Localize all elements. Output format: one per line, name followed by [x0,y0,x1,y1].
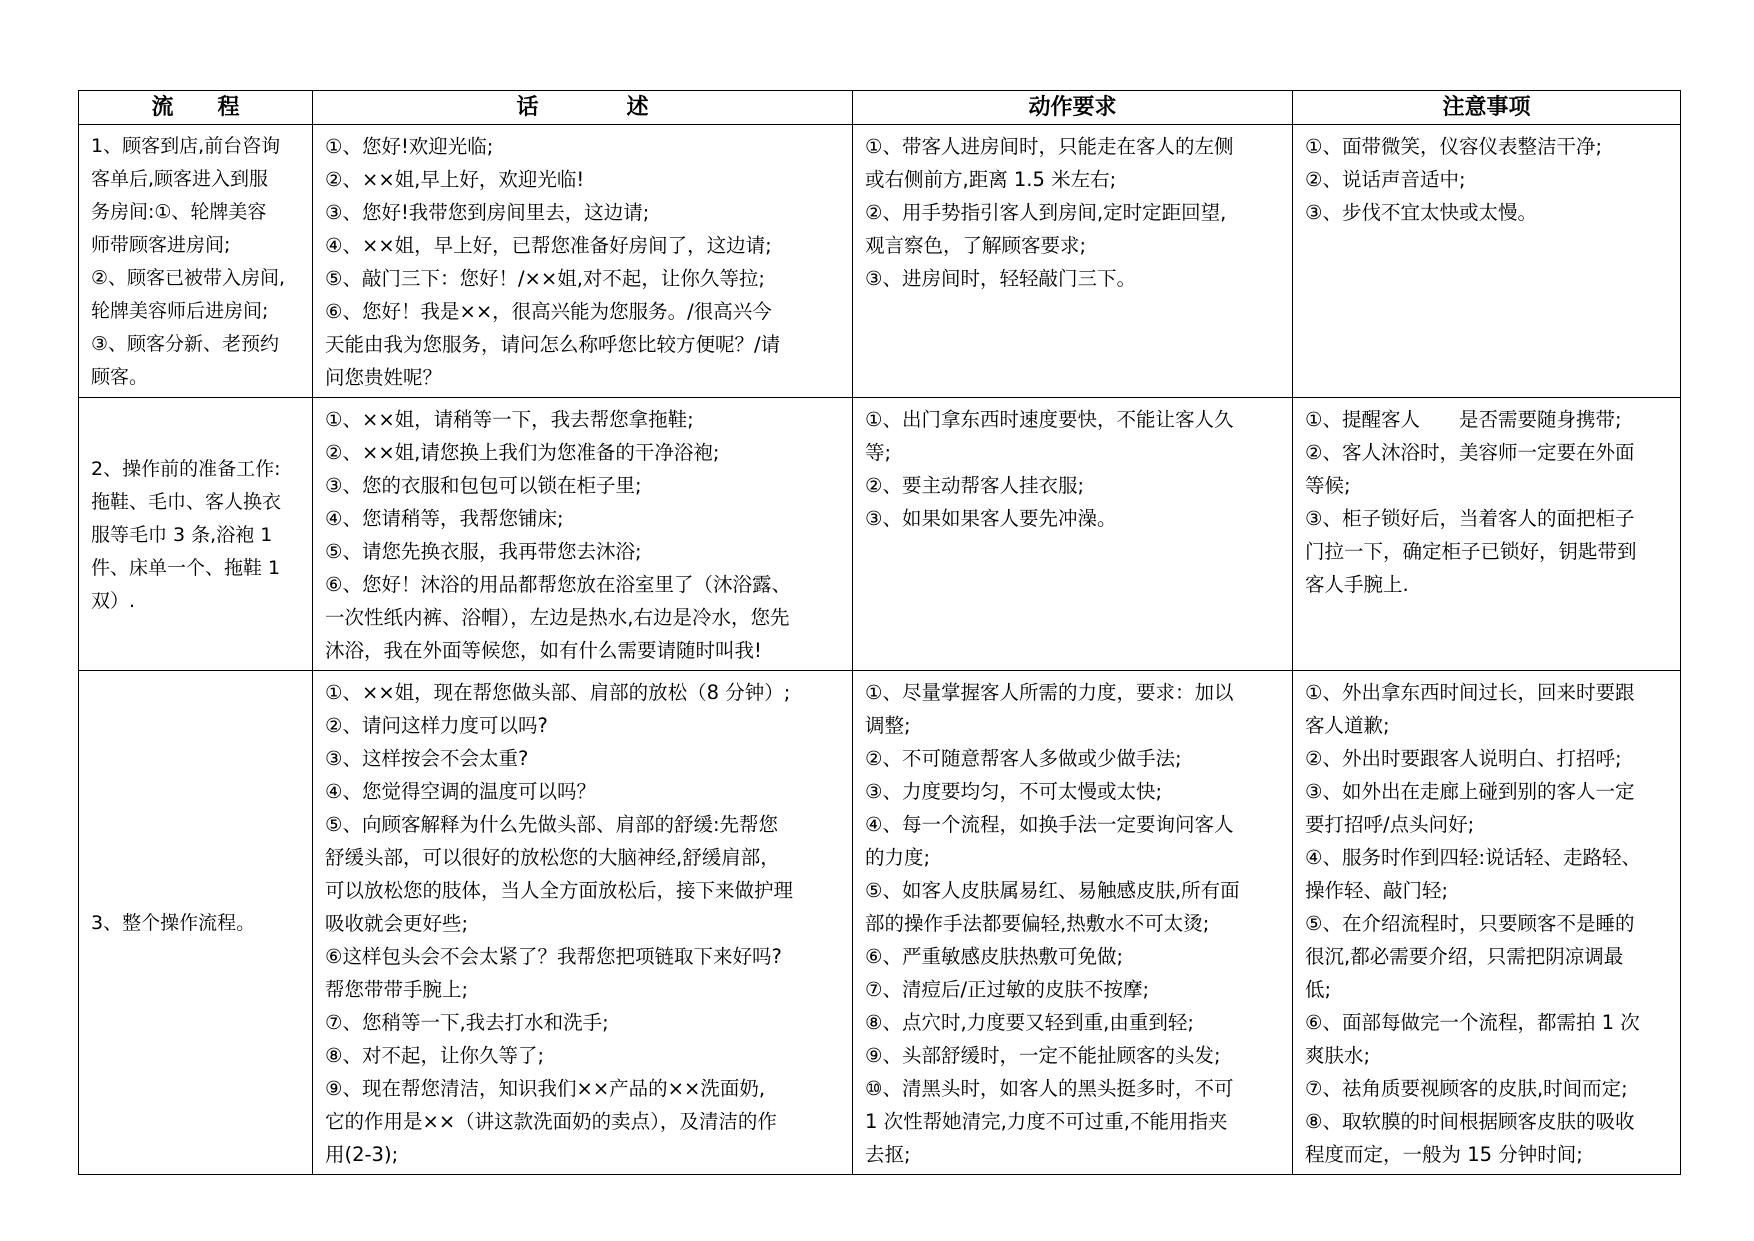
cell-line: ⑨、现在帮您清洁，知识我们××产品的××洗面奶, [325,1077,766,1100]
cell-line: ⑤、向顾客解释为什么先做头部、肩部的舒缓:先帮您 [325,813,779,836]
cell-line: 1 次性帮她清完,力度不可过重,不能用指夹 [865,1110,1228,1133]
table-row [79,125,1681,398]
cell-line: 的力度; [865,846,931,869]
cell-line: 等; [865,441,892,464]
cell-line: 用(2-3); [325,1143,399,1166]
cell-action [853,398,1293,671]
cell-line: ③、进房间时，轻轻敲门三下。 [865,267,1136,290]
cell-notes [1293,671,1681,1175]
cell-line: 观言察色，了解顾客要求; [865,234,1087,257]
cell-line: ②、顾客已被带入房间, [91,267,286,289]
cell-line: 它的作用是××（讲这款洗面奶的卖点），及清洁的作 [325,1110,777,1133]
cell-line: 服等毛巾 3 条,浴袍 1 [91,523,273,546]
cell-process [79,398,313,671]
header-notes [1293,91,1681,125]
cell-line: ①、带客人进房间时，只能走在客人的左侧 [865,135,1234,158]
cell-speech [313,671,853,1175]
cell-notes [1293,398,1681,671]
cell-line: ⑤、在介绍流程时，只要顾客不是睡的 [1305,912,1635,935]
cell-line: 一次性纸内裤、浴帽），左边是热水,右边是冷水，您先 [325,606,790,629]
cell-line: 沐浴，我在外面等候您，如有什么需要请随时叫我! [325,639,762,662]
cell-line: ⑧、点穴时,力度要又轻到重,由重到轻; [865,1011,1194,1034]
cell-line: ②、要主动帮客人挂衣服; [865,474,1085,497]
cell-line: ②、请问这样力度可以吗? [325,714,548,737]
cell-line: 顾客。 [91,366,149,388]
cell-line: 客单后,顾客进入到服 [91,168,269,190]
cell-line: ⑩、清黑头时，如客人的黑头挺多时，不可 [865,1077,1234,1100]
cell-line: 或右侧前方,距离 1.5 米左右; [865,168,1117,191]
cell-line: ④、您请稍等，我帮您铺床; [325,507,564,530]
cell-line: 低; [1305,978,1332,1001]
cell-line: ④、服务时作到四轻:说话轻、走路轻、 [1305,846,1642,869]
cell-line: ③、柜子锁好后，当着客人的面把柜子 [1305,507,1635,530]
cell-line: 问您贵姓呢？ [325,366,443,389]
cell-line: ②、说话声音适中; [1305,168,1466,191]
cell-speech [313,398,853,671]
cell-line: 程度而定，一般为 15 分钟时间; [1305,1143,1583,1166]
cell-line: 3、整个操作流程。 [91,912,256,934]
cell-line: ⑥、您好！沐浴的用品都帮您放在浴室里了（沐浴露、 [325,573,791,596]
cell-notes [1293,125,1681,398]
cell-line: ③、步伐不宜太快或太慢。 [1305,201,1537,224]
cell-line: 客人道歉; [1305,714,1390,737]
table-row [79,398,1681,671]
header-action [853,91,1293,125]
cell-line: ①、××姐，现在帮您做头部、肩部的放松（8 分钟）; [325,681,791,704]
cell-line: ②、××姐,请您换上我们为您准备的干净浴袍; [325,441,720,464]
cell-line: ①、尽量掌握客人所需的力度，要求：加以 [865,681,1234,704]
cell-line: ③、顾客分新、老预约 [91,333,280,355]
cell-line: 部的操作手法都要偏轻,热敷水不可太烫; [865,912,1210,935]
cell-line: 去抠; [865,1143,911,1166]
header-process [79,91,313,125]
cell-line: ④、××姐，早上好，已帮您准备好房间了，这边请; [325,234,772,257]
cell-line: ③、您的衣服和包包可以锁在柜子里; [325,474,642,497]
cell-line: 吸收就会更好些; [325,912,469,935]
cell-line: 天能由我为您服务，请问怎么称呼您比较方便呢？/请 [325,333,781,356]
cell-line: 操作轻、敲门轻; [1305,879,1449,902]
cell-line: ④、您觉得空调的温度可以吗？ [325,780,596,803]
cell-line: 双）. [91,589,136,612]
cell-line: 很沉,都必需要介绍，只需把阴凉调最 [1305,945,1624,968]
cell-line: ②、不可随意帮客人多做或少做手法; [865,747,1182,770]
cell-line: ⑧、对不起，让你久等了; [325,1044,545,1067]
cell-line: 爽肤水; [1305,1044,1371,1067]
cell-line: ⑧、取软膜的时间根据顾客皮肤的吸收 [1305,1110,1635,1133]
cell-line: 务房间:①、轮牌美容 [91,201,267,223]
procedure-table [78,90,1681,1175]
header-speech-label: 话 述 [516,94,649,120]
cell-line: 可以放松您的肢体，当人全方面放松后，接下来做护理 [325,879,794,902]
cell-action [853,671,1293,1175]
cell-line: ③、您好!我带您到房间里去，这边请; [325,201,650,224]
cell-line: ③、如果如果客人要先冲澡。 [865,507,1117,530]
cell-line: ④、每一个流程，如换手法一定要询问客人 [865,813,1234,836]
cell-line: ③、力度要均匀，不可太慢或太快; [865,780,1163,803]
cell-line: ⑥、面部每做完一个流程，都需拍 1 次 [1305,1011,1640,1034]
table-row [79,671,1681,1175]
cell-line: 客人手腕上. [1305,573,1409,596]
cell-line: 师带顾客进房间; [91,234,231,256]
cell-line: ⑤、请您先换衣服，我再带您去沐浴; [325,540,642,563]
cell-line: ②、用手势指引客人到房间,定时定距回望, [865,201,1227,224]
cell-line: ②、客人沐浴时，美容师一定要在外面 [1305,441,1635,464]
header-speech [313,91,853,125]
cell-line: ③、如外出在走廊上碰到别的客人一定 [1305,780,1635,803]
cell-line: ①、您好!欢迎光临; [325,135,494,158]
cell-line: ⑨、头部舒缓时，一定不能扯顾客的头发; [865,1044,1221,1067]
cell-line: 调整; [865,714,911,737]
cell-line: ⑥这样包头会不会太紧了？我帮您把项链取下来好吗? [325,945,782,968]
cell-line: ②、××姐,早上好，欢迎光临! [325,168,585,191]
cell-line: ⑦、清痘后/正过敏的皮肤不按摩; [865,978,1150,1001]
header-row [79,91,1681,125]
cell-line: ①、面带微笑，仪容仪表整洁干净; [1305,135,1603,158]
cell-line: ⑤、敲门三下：您好！/××姐,对不起，让你久等拉; [325,267,765,290]
cell-process [79,125,313,398]
cell-line: ①、出门拿东西时速度要快，不能让客人久 [865,408,1234,431]
cell-line: 轮牌美容师后进房间; [91,300,269,322]
cell-speech [313,125,853,398]
cell-line: ⑤、如客人皮肤属易红、易触感皮肤,所有面 [865,879,1240,902]
header-notes-label: 注意事项 [1442,94,1531,120]
cell-line: 舒缓头部，可以很好的放松您的大脑神经,舒缓肩部， [325,846,780,869]
cell-process [79,671,313,1175]
cell-line: ①、提醒客人 是否需要随身携带; [1305,408,1622,431]
header-action-label: 动作要求 [1028,94,1117,120]
cell-line: 1、顾客到店,前台咨询 [91,135,281,157]
cell-line: 帮您带带手腕上; [325,978,469,1001]
cell-line: 2、操作前的准备工作: [91,457,281,480]
cell-line: ①、××姐，请稍等一下，我去帮您拿拖鞋; [325,408,694,431]
cell-line: ⑥、您好！我是××，很高兴能为您服务。/很高兴今 [325,300,772,323]
cell-line: 件、床单一个、拖鞋 1 [91,556,281,579]
cell-line: 门拉一下，确定柜子已锁好，钥匙带到 [1305,540,1637,563]
header-process-label: 流 程 [151,94,240,120]
cell-line: 等候; [1305,474,1351,497]
cell-action [853,125,1293,398]
cell-line: ⑦、您稍等一下,我去打水和洗手; [325,1011,609,1034]
cell-line: ⑦、祛角质要视顾客的皮肤,时间而定; [1305,1077,1628,1100]
cell-line: ⑥、严重敏感皮肤热敷可免做; [865,945,1124,968]
cell-line: ①、外出拿东西时间过长，回来时要跟 [1305,681,1635,704]
cell-line: ②、外出时要跟客人说明白、打招呼; [1305,747,1622,770]
cell-line: ③、这样按会不会太重? [325,747,529,770]
cell-line: 拖鞋、毛巾、客人换衣 [91,490,282,513]
cell-line: 要打招呼/点头问好; [1305,813,1475,836]
